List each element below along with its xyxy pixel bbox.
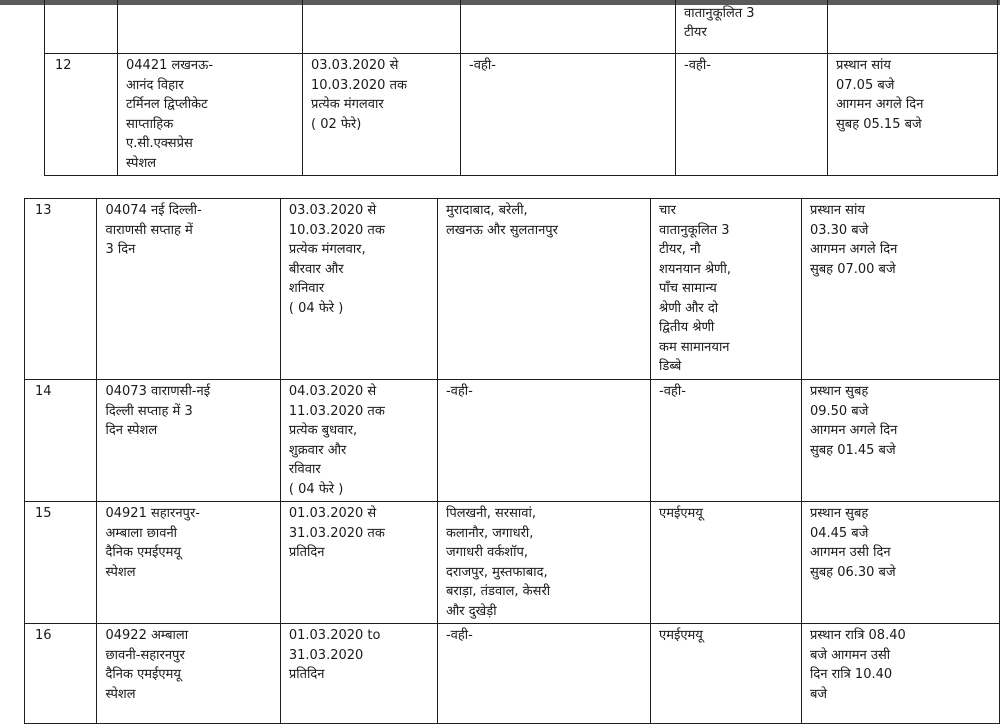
cell-train bbox=[118, 0, 303, 54]
cell-timing: प्रस्थान सुबह 04.45 बजे आगमन उसी दिन सुबह 06.30 बजे bbox=[801, 502, 999, 624]
cell-train: 04922 अम्बाला छावनी-सहारनपुर दैनिक एमईएमयू स्पेशल bbox=[97, 624, 280, 724]
cell-coaches: -वही- bbox=[651, 380, 802, 502]
table-row bbox=[25, 624, 1000, 724]
cell-stops: -वही- bbox=[437, 380, 650, 502]
cell-coaches: वातानुकूलित 3 टीयर bbox=[676, 0, 828, 54]
cell-dates bbox=[303, 0, 461, 54]
cell-sno: 14 bbox=[25, 380, 97, 502]
cell-timing: प्रस्थान सांय 07.05 बजे आगमन अगले दिन सुबह 05.15 बजे bbox=[828, 54, 998, 176]
cell-timing: प्रस्थान सांय 03.30 बजे आगमन अगले दिन सुबह 07.00 बजे bbox=[801, 199, 999, 380]
cell-train: 04074 नई दिल्ली- वाराणसी सप्ताह में 3 दिन bbox=[97, 199, 280, 380]
cell-timing: प्रस्थान रात्रि 08.40 बजे आगमन उसी दिन रात्रि 10.40 बजे bbox=[801, 624, 999, 724]
cell-dates: 01.03.2020 से 31.03.2020 तक प्रतिदिन bbox=[280, 502, 437, 624]
cell-sno: 16 bbox=[25, 624, 97, 724]
cell-dates: 03.03.2020 से 10.03.2020 तक प्रत्येक मंगलवार ( 02 फेरे) bbox=[303, 54, 461, 176]
cell-train: 04073 वाराणसी-नई दिल्ली सप्ताह में 3 दिन स्पेशल bbox=[97, 380, 280, 502]
schedule-table-upper bbox=[44, 0, 998, 176]
table-row bbox=[25, 199, 1000, 380]
table-row bbox=[25, 380, 1000, 502]
cell-dates: 04.03.2020 से 11.03.2020 तक प्रत्येक बुधवार, शुक्रवार और रविवार ( 04 फेरे ) bbox=[280, 380, 437, 502]
cell-sno: 13 bbox=[25, 199, 97, 380]
cell-coaches: चार वातानुकूलित 3 टीयर, नौ शयनयान श्रेणी, पाँच सामान्य श्रेणी और दो द्वितीय श्रेणी कम सामानयान डिब्बे bbox=[651, 199, 802, 380]
table-row bbox=[45, 0, 998, 54]
cell-dates: 01.03.2020 to 31.03.2020 प्रतिदिन bbox=[280, 624, 437, 724]
cell-sno: 12 bbox=[45, 54, 118, 176]
cell-stops: -वही- bbox=[437, 624, 650, 724]
cell-train: 04421 लखनऊ- आनंद विहार टर्मिनल द्विप्लीकेट साप्ताहिक ए.सी.एक्सप्रेस स्पेशल bbox=[118, 54, 303, 176]
table-row bbox=[45, 54, 998, 176]
cell-sno: 15 bbox=[25, 502, 97, 624]
cell-timing bbox=[828, 0, 998, 54]
cell-sno bbox=[45, 0, 118, 54]
cell-stops bbox=[461, 0, 676, 54]
table-row bbox=[25, 502, 1000, 624]
cell-dates: 03.03.2020 से 10.03.2020 तक प्रत्येक मंगलवार, बीरवार और शनिवार ( 04 फेरे ) bbox=[280, 199, 437, 380]
cell-stops: -वही- bbox=[461, 54, 676, 176]
cell-train: 04921 सहारनपुर- अम्बाला छावनी दैनिक एमईएमयू स्पेशल bbox=[97, 502, 280, 624]
cell-coaches: -वही- bbox=[676, 54, 828, 176]
cell-timing: प्रस्थान सुबह 09.50 बजे आगमन अगले दिन सुबह 01.45 बजे bbox=[801, 380, 999, 502]
cell-stops: मुरादाबाद, बरेली, लखनऊ और सुलतानपुर bbox=[437, 199, 650, 380]
cell-coaches: एमईएमयू bbox=[651, 502, 802, 624]
schedule-table-lower bbox=[24, 198, 1000, 724]
cell-coaches: एमईएमयू bbox=[651, 624, 802, 724]
cell-stops: पिलखनी, सरसावां, कलानौर, जगाधरी, जगाधरी वर्कशॉप, दराजपुर, मुस्तफाबाद, बराड़ा, तंडवाल, केसरी और दुखेड़ी bbox=[437, 502, 650, 624]
